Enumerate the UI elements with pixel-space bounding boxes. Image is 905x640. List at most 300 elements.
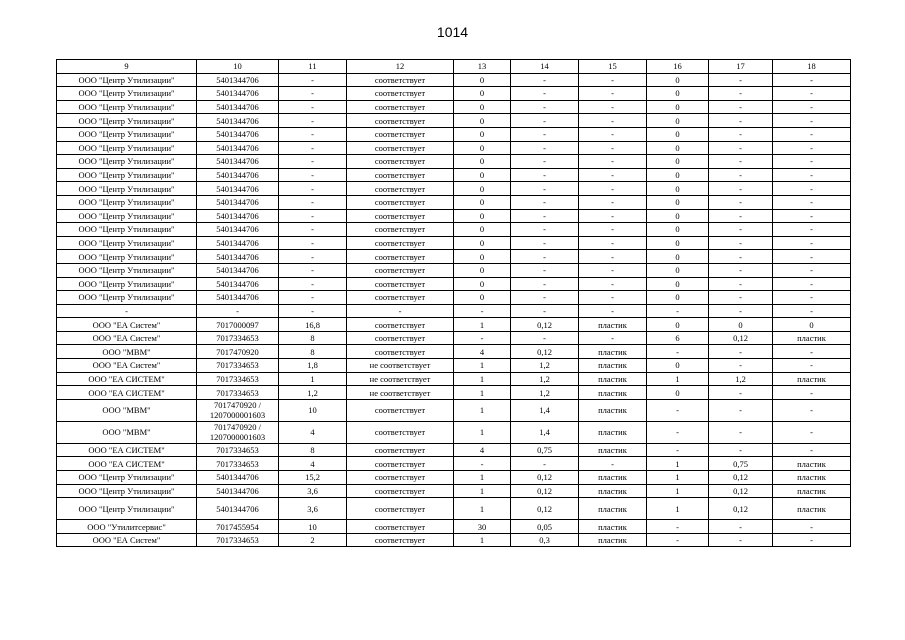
- table-cell: 0: [454, 87, 511, 101]
- table-cell: соответствует: [347, 236, 454, 250]
- table-cell: 0: [647, 182, 709, 196]
- table-row: [57, 520, 851, 534]
- table-cell: не соответствует: [347, 372, 454, 386]
- table-cell: 1,2: [511, 372, 579, 386]
- table-cell: 2: [279, 533, 347, 547]
- table-cell: -: [511, 168, 579, 182]
- table-row: [57, 263, 851, 277]
- table-cell: 7017470920 / 1207000001603: [197, 399, 279, 421]
- table-cell: -: [511, 73, 579, 87]
- table-cell: 0: [647, 386, 709, 400]
- table-cell: 0: [647, 114, 709, 128]
- table-cell: пластик: [579, 484, 647, 498]
- table-cell: -: [279, 263, 347, 277]
- table-cell: ООО "ЕА СИСТЕМ": [57, 457, 197, 471]
- table-cell: -: [454, 331, 511, 345]
- table-cell: -: [579, 209, 647, 223]
- table-cell: 0: [709, 318, 773, 332]
- table-cell: ООО "ЕА Систем": [57, 533, 197, 547]
- table-cell: -: [511, 195, 579, 209]
- table-cell: 0: [647, 223, 709, 237]
- table-cell: 0: [454, 195, 511, 209]
- table-cell: 0: [647, 277, 709, 291]
- table-cell: -: [511, 100, 579, 114]
- table-cell: -: [279, 114, 347, 128]
- table-cell: -: [57, 304, 197, 318]
- table-cell: -: [579, 195, 647, 209]
- table-cell: -: [773, 155, 851, 169]
- table-cell: 30: [454, 520, 511, 534]
- table-row: [57, 443, 851, 457]
- table-cell: соответствует: [347, 141, 454, 155]
- table-cell: -: [279, 223, 347, 237]
- table-cell: 0: [454, 168, 511, 182]
- table-cell: -: [709, 520, 773, 534]
- table-cell: -: [511, 291, 579, 305]
- table-cell: 0,12: [709, 471, 773, 485]
- table-cell: -: [511, 223, 579, 237]
- table-cell: 5401344706: [197, 236, 279, 250]
- table-cell: -: [709, 291, 773, 305]
- table-cell: -: [773, 236, 851, 250]
- table-cell: 5401344706: [197, 168, 279, 182]
- table-row: [57, 209, 851, 223]
- table-cell: 7017455954: [197, 520, 279, 534]
- table-cell: 5401344706: [197, 277, 279, 291]
- table-cell: 0,12: [511, 345, 579, 359]
- table-cell: -: [709, 359, 773, 373]
- table-row: [57, 155, 851, 169]
- table-cell: 0: [454, 236, 511, 250]
- table-cell: 7017334653: [197, 331, 279, 345]
- table-cell: 0: [647, 209, 709, 223]
- column-header: 10: [197, 60, 279, 74]
- table-cell: 5401344706: [197, 263, 279, 277]
- table-cell: -: [773, 195, 851, 209]
- table-cell: -: [709, 277, 773, 291]
- table-cell: 0: [647, 127, 709, 141]
- table-cell: пластик: [773, 331, 851, 345]
- table-cell: 1: [454, 421, 511, 443]
- table-cell: пластик: [579, 421, 647, 443]
- table-cell: 7017470920 / 1207000001603: [197, 421, 279, 443]
- table-cell: -: [709, 223, 773, 237]
- table-cell: соответствует: [347, 331, 454, 345]
- table-cell: соответствует: [347, 520, 454, 534]
- table-cell: 0: [647, 100, 709, 114]
- table-cell: -: [773, 223, 851, 237]
- table-cell: 1,4: [511, 421, 579, 443]
- table-cell: 1,4: [511, 399, 579, 421]
- column-header: 17: [709, 60, 773, 74]
- table-cell: 0: [454, 141, 511, 155]
- table-cell: -: [579, 87, 647, 101]
- table-cell: 1: [454, 471, 511, 485]
- table-cell: -: [709, 263, 773, 277]
- table-cell: соответствует: [347, 223, 454, 237]
- table-cell: -: [579, 304, 647, 318]
- table-cell: ООО "Центр Утилизации": [57, 498, 197, 520]
- table-cell: 1: [279, 372, 347, 386]
- table-cell: 1,2: [511, 359, 579, 373]
- table-cell: -: [279, 73, 347, 87]
- table-cell: -: [709, 304, 773, 318]
- table-cell: -: [773, 399, 851, 421]
- table-cell: -: [709, 209, 773, 223]
- table-cell: -: [709, 114, 773, 128]
- table-cell: -: [773, 114, 851, 128]
- table-cell: пластик: [579, 359, 647, 373]
- table-cell: ООО "Центр Утилизации": [57, 87, 197, 101]
- table-cell: -: [773, 141, 851, 155]
- table-cell: 0,75: [511, 443, 579, 457]
- table-cell: -: [579, 263, 647, 277]
- table-cell: соответствует: [347, 345, 454, 359]
- table-cell: -: [579, 73, 647, 87]
- table-cell: ООО "Центр Утилизации": [57, 250, 197, 264]
- table-cell: пластик: [773, 484, 851, 498]
- table-cell: соответствует: [347, 277, 454, 291]
- table-row: [57, 223, 851, 237]
- table-cell: -: [773, 520, 851, 534]
- table-cell: -: [579, 100, 647, 114]
- column-header: 13: [454, 60, 511, 74]
- table-cell: пластик: [579, 372, 647, 386]
- table-cell: -: [511, 141, 579, 155]
- table-cell: -: [773, 100, 851, 114]
- table-cell: -: [773, 263, 851, 277]
- table-cell: 1,2: [709, 372, 773, 386]
- table-cell: ООО "ЕА СИСТЕМ": [57, 386, 197, 400]
- table-cell: -: [773, 87, 851, 101]
- table-cell: -: [709, 399, 773, 421]
- table-cell: -: [709, 386, 773, 400]
- table-cell: -: [279, 277, 347, 291]
- table-cell: 1,2: [279, 386, 347, 400]
- table-cell: ООО "Центр Утилизации": [57, 100, 197, 114]
- table-cell: 4: [279, 457, 347, 471]
- table-cell: 1,8: [279, 359, 347, 373]
- table-row: [57, 114, 851, 128]
- table-cell: ООО "МВМ": [57, 421, 197, 443]
- table-cell: -: [773, 304, 851, 318]
- table-cell: ООО "Центр Утилизации": [57, 195, 197, 209]
- table-cell: 1: [454, 498, 511, 520]
- table-cell: ООО "Центр Утилизации": [57, 127, 197, 141]
- table-cell: 0: [647, 87, 709, 101]
- table-cell: -: [579, 331, 647, 345]
- table-row: [57, 372, 851, 386]
- table-cell: 0: [647, 318, 709, 332]
- table-cell: 0,12: [709, 331, 773, 345]
- table-cell: 5401344706: [197, 87, 279, 101]
- table-cell: ООО "Центр Утилизации": [57, 263, 197, 277]
- table-cell: пластик: [579, 443, 647, 457]
- table-cell: 8: [279, 331, 347, 345]
- table-cell: 0: [647, 263, 709, 277]
- table-cell: 7017000097: [197, 318, 279, 332]
- table-row: [57, 168, 851, 182]
- table-cell: 0: [647, 250, 709, 264]
- table-cell: 0,12: [511, 498, 579, 520]
- table-cell: -: [773, 359, 851, 373]
- table-cell: -: [647, 345, 709, 359]
- page-number: 1014: [436, 24, 469, 40]
- table-cell: -: [709, 421, 773, 443]
- table-cell: соответствует: [347, 443, 454, 457]
- table-cell: -: [511, 304, 579, 318]
- table-cell: 1: [647, 484, 709, 498]
- table-cell: 0: [647, 359, 709, 373]
- table-row: [57, 100, 851, 114]
- table-cell: -: [511, 209, 579, 223]
- table-cell: соответствует: [347, 73, 454, 87]
- table-cell: -: [197, 304, 279, 318]
- column-header: 16: [647, 60, 709, 74]
- table-cell: 0: [454, 223, 511, 237]
- column-header: 15: [579, 60, 647, 74]
- table-cell: 4: [454, 443, 511, 457]
- table-cell: 0: [454, 127, 511, 141]
- table-cell: -: [279, 141, 347, 155]
- table-cell: 4: [454, 345, 511, 359]
- table-cell: -: [647, 443, 709, 457]
- table-cell: пластик: [579, 318, 647, 332]
- table-cell: -: [773, 443, 851, 457]
- table-cell: -: [579, 277, 647, 291]
- table-cell: 5401344706: [197, 73, 279, 87]
- table-cell: -: [279, 87, 347, 101]
- table-row: [57, 471, 851, 485]
- table-row: [57, 141, 851, 155]
- table-cell: 5401344706: [197, 195, 279, 209]
- table-cell: 0,12: [709, 498, 773, 520]
- table-row: [57, 182, 851, 196]
- table-cell: не соответствует: [347, 359, 454, 373]
- table-cell: пластик: [773, 498, 851, 520]
- table-cell: 1: [454, 318, 511, 332]
- table-cell: соответствует: [347, 533, 454, 547]
- table-cell: 4: [279, 421, 347, 443]
- table-row: [57, 73, 851, 87]
- table-cell: -: [279, 209, 347, 223]
- column-header: 9: [57, 60, 197, 74]
- table-cell: -: [579, 155, 647, 169]
- table-cell: -: [511, 155, 579, 169]
- table-row: [57, 484, 851, 498]
- table-cell: -: [511, 87, 579, 101]
- table-cell: 5401344706: [197, 471, 279, 485]
- table-cell: ООО "Центр Утилизации": [57, 73, 197, 87]
- table-cell: -: [279, 304, 347, 318]
- table-cell: соответствует: [347, 114, 454, 128]
- table-cell: -: [279, 127, 347, 141]
- table-cell: -: [773, 386, 851, 400]
- table-cell: пластик: [773, 372, 851, 386]
- table-cell: -: [773, 421, 851, 443]
- table-cell: соответствует: [347, 421, 454, 443]
- table-cell: -: [579, 114, 647, 128]
- table-cell: -: [709, 250, 773, 264]
- table-cell: соответствует: [347, 471, 454, 485]
- table-cell: соответствует: [347, 399, 454, 421]
- table-cell: 5401344706: [197, 498, 279, 520]
- table-cell: -: [579, 223, 647, 237]
- table-cell: ООО "Центр Утилизации": [57, 209, 197, 223]
- table-cell: -: [709, 127, 773, 141]
- column-header: 14: [511, 60, 579, 74]
- table-cell: -: [347, 304, 454, 318]
- table-cell: 0: [647, 195, 709, 209]
- table-cell: 16,8: [279, 318, 347, 332]
- table-cell: -: [511, 182, 579, 196]
- table-cell: ООО "Центр Утилизации": [57, 291, 197, 305]
- table-cell: -: [773, 291, 851, 305]
- table-cell: -: [279, 155, 347, 169]
- table-cell: соответствует: [347, 291, 454, 305]
- table-cell: -: [579, 291, 647, 305]
- table-cell: 1: [454, 372, 511, 386]
- table-row: [57, 533, 851, 547]
- table-cell: ООО "Центр Утилизации": [57, 223, 197, 237]
- table-cell: соответствует: [347, 127, 454, 141]
- table-cell: 5401344706: [197, 223, 279, 237]
- table-cell: пластик: [579, 533, 647, 547]
- table-cell: 8: [279, 345, 347, 359]
- table-row: [57, 291, 851, 305]
- table-cell: 0: [647, 155, 709, 169]
- table-cell: -: [647, 304, 709, 318]
- table-cell: -: [579, 141, 647, 155]
- table-cell: 0,05: [511, 520, 579, 534]
- table-cell: -: [279, 291, 347, 305]
- table-cell: ООО "ЕА СИСТЕМ": [57, 372, 197, 386]
- table-cell: 7017334653: [197, 359, 279, 373]
- table-cell: 0: [454, 263, 511, 277]
- table-cell: соответствует: [347, 168, 454, 182]
- table-row: [57, 127, 851, 141]
- table-cell: соответствует: [347, 318, 454, 332]
- table-cell: -: [773, 209, 851, 223]
- table-cell: 3,6: [279, 498, 347, 520]
- table-cell: пластик: [579, 386, 647, 400]
- table-cell: 5401344706: [197, 127, 279, 141]
- table-cell: 0: [454, 73, 511, 87]
- table-cell: -: [773, 533, 851, 547]
- table-cell: -: [279, 168, 347, 182]
- column-header: 18: [773, 60, 851, 74]
- table-cell: соответствует: [347, 100, 454, 114]
- table-cell: -: [647, 399, 709, 421]
- table-cell: -: [709, 100, 773, 114]
- table-cell: ООО "Центр Утилизации": [57, 114, 197, 128]
- table-cell: 10: [279, 520, 347, 534]
- table-header-row: [57, 60, 851, 74]
- table-cell: 5401344706: [197, 250, 279, 264]
- table-cell: пластик: [579, 471, 647, 485]
- table-cell: -: [511, 331, 579, 345]
- table-cell: -: [511, 250, 579, 264]
- table-cell: -: [579, 236, 647, 250]
- table-row: [57, 318, 851, 332]
- table-cell: ООО "МВМ": [57, 345, 197, 359]
- table-cell: 5401344706: [197, 114, 279, 128]
- table-cell: ООО "Центр Утилизации": [57, 277, 197, 291]
- table-cell: 7017470920: [197, 345, 279, 359]
- table-row: [57, 498, 851, 520]
- table-cell: 5401344706: [197, 182, 279, 196]
- table-cell: -: [709, 141, 773, 155]
- table-cell: 8: [279, 443, 347, 457]
- table-cell: 0: [454, 291, 511, 305]
- table-row: [57, 277, 851, 291]
- table-cell: 1: [454, 399, 511, 421]
- table-cell: соответствует: [347, 498, 454, 520]
- table-cell: 0: [647, 168, 709, 182]
- table-cell: 1: [454, 484, 511, 498]
- table-row: [57, 457, 851, 471]
- table-cell: соответствует: [347, 155, 454, 169]
- table-cell: -: [511, 263, 579, 277]
- table-cell: -: [773, 182, 851, 196]
- table-cell: 1: [647, 498, 709, 520]
- table-cell: -: [511, 277, 579, 291]
- column-header: 12: [347, 60, 454, 74]
- table-row: [57, 87, 851, 101]
- table-cell: ООО "ЕА Систем": [57, 331, 197, 345]
- table-cell: -: [579, 457, 647, 471]
- table-cell: 5401344706: [197, 291, 279, 305]
- table-cell: не соответствует: [347, 386, 454, 400]
- table-cell: ООО "Центр Утилизации": [57, 141, 197, 155]
- table-cell: -: [709, 155, 773, 169]
- table-cell: ООО "ЕА Систем": [57, 359, 197, 373]
- registry-table: [56, 59, 851, 547]
- table-cell: -: [773, 277, 851, 291]
- table-cell: пластик: [579, 498, 647, 520]
- table-cell: соответствует: [347, 457, 454, 471]
- table-cell: 0: [454, 114, 511, 128]
- table-cell: 1: [647, 471, 709, 485]
- table-cell: 0: [647, 141, 709, 155]
- table-cell: ООО "Центр Утилизации": [57, 236, 197, 250]
- table-cell: 7017334653: [197, 372, 279, 386]
- table-cell: 5401344706: [197, 155, 279, 169]
- table-row: [57, 359, 851, 373]
- table-cell: 1: [454, 359, 511, 373]
- table-cell: 7017334653: [197, 443, 279, 457]
- table-cell: соответствует: [347, 484, 454, 498]
- table-cell: 0,12: [511, 484, 579, 498]
- table-cell: 0: [773, 318, 851, 332]
- table-cell: -: [709, 195, 773, 209]
- table-cell: -: [709, 443, 773, 457]
- table-cell: -: [773, 345, 851, 359]
- table-cell: 0: [454, 277, 511, 291]
- table-cell: -: [454, 304, 511, 318]
- table-cell: 1: [454, 386, 511, 400]
- table-cell: 5401344706: [197, 141, 279, 155]
- table-cell: 1: [454, 533, 511, 547]
- table-cell: пластик: [773, 457, 851, 471]
- table-row: [57, 250, 851, 264]
- table-cell: -: [511, 457, 579, 471]
- table-cell: ООО "Центр Утилизации": [57, 155, 197, 169]
- table-cell: -: [773, 250, 851, 264]
- table-cell: 0: [647, 291, 709, 305]
- table-cell: ООО "Центр Утилизации": [57, 168, 197, 182]
- table-cell: -: [579, 250, 647, 264]
